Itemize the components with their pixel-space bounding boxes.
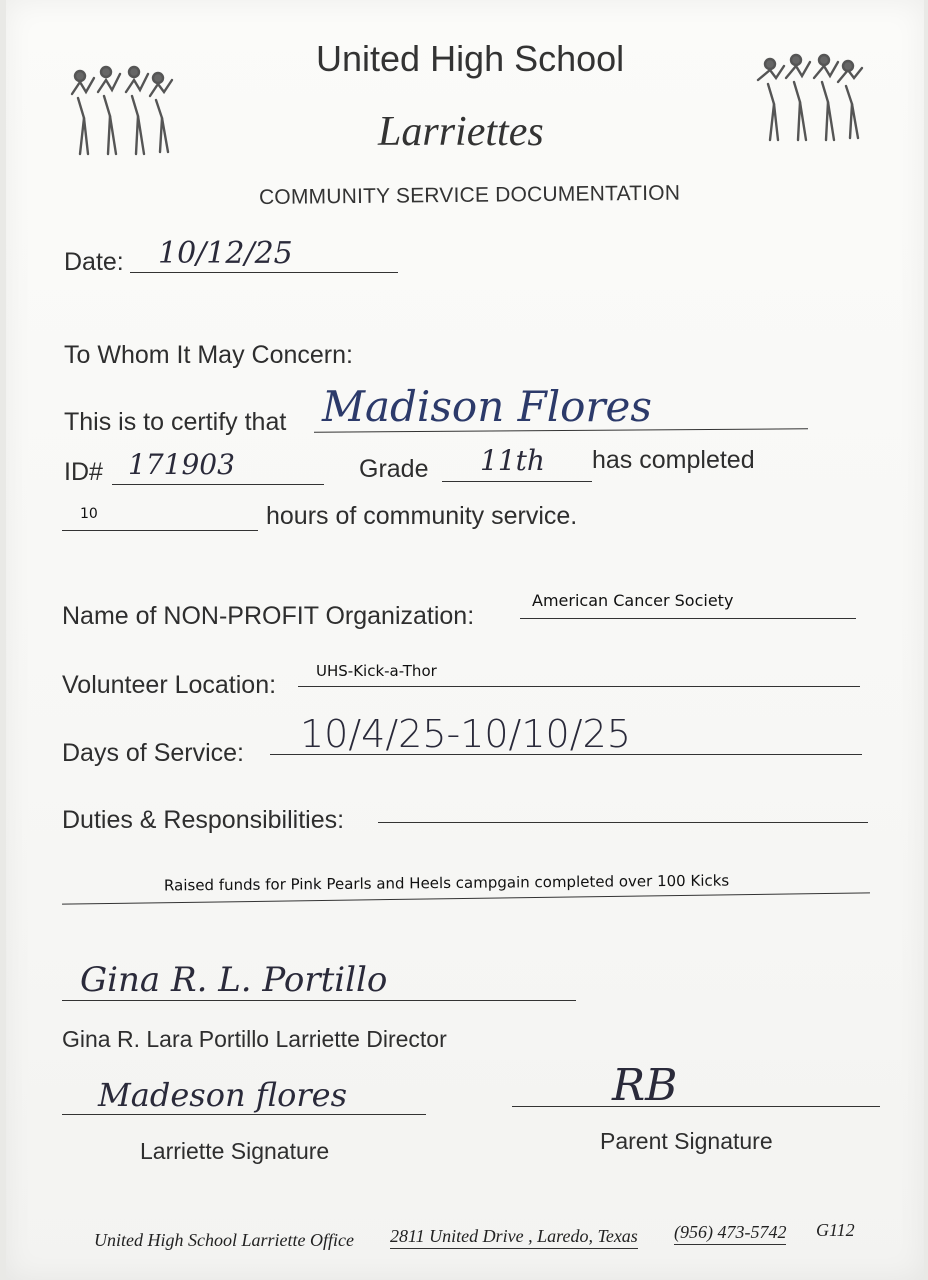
date-line: [130, 272, 398, 273]
days-label: Days of Service:: [62, 739, 245, 767]
director-signature: Gina R. L. Portillo: [80, 960, 388, 1000]
days-line: [270, 754, 862, 755]
parent-signature: RB: [612, 1060, 678, 1111]
organization-label: Name of NON-PROFIT Organization:: [62, 602, 475, 630]
form-title: COMMUNITY SERVICE DOCUMENTATION: [258, 181, 681, 209]
dancing-figures-icon: [64, 58, 176, 162]
organization-line: [520, 618, 856, 619]
dancing-figures-icon: [754, 44, 866, 148]
hours-label: hours of community service.: [266, 502, 578, 530]
organization-value: American Cancer Society: [532, 591, 734, 610]
hours-line: [62, 530, 258, 531]
salutation: To Whom It May Concern:: [64, 341, 353, 369]
location-value: UHS-Kick-a-Thor: [316, 662, 437, 680]
location-label: Volunteer Location:: [62, 671, 277, 699]
footer-phone: (956) 473-5742: [674, 1222, 786, 1245]
grade-label: Grade: [359, 455, 429, 483]
days-value: 10/4/25-10/10/25: [300, 712, 631, 756]
duties-label: Duties & Responsibilities:: [62, 806, 345, 834]
director-signature-line: [62, 1000, 576, 1001]
date-label: Date:: [64, 248, 124, 276]
id-label: ID#: [64, 458, 103, 486]
larriette-signature: Madeson flores: [98, 1076, 347, 1114]
hours-value: 10: [80, 506, 98, 522]
location-line: [298, 686, 860, 687]
student-name: Madison Flores: [322, 382, 652, 431]
director-name: Gina R. Lara Portillo Larriette Director: [62, 1026, 447, 1052]
larriette-signature-line: [62, 1114, 426, 1115]
grade-value: 11th: [480, 444, 545, 477]
school-name: United High School: [316, 38, 625, 79]
footer-address: 2811 United Drive , Laredo, Texas: [390, 1226, 638, 1249]
parent-signature-line: [512, 1106, 880, 1107]
certify-label: This is to certify that: [64, 408, 287, 436]
grade-suffix: has completed: [592, 446, 755, 474]
duties-line-1: [378, 822, 868, 823]
footer-room: G112: [816, 1220, 855, 1240]
team-name: Larriettes: [378, 109, 544, 155]
larriette-signature-label: Larriette Signature: [140, 1138, 330, 1164]
duties-value: Raised funds for Pink Pearls and Heels campgain completed over 100 Kicks: [163, 871, 730, 895]
grade-line: [442, 481, 592, 482]
parent-signature-label: Parent Signature: [600, 1128, 773, 1154]
id-value: 171903: [128, 448, 235, 481]
footer-office: United High School Larriette Office: [94, 1230, 354, 1250]
date-value: 10/12/25: [158, 236, 293, 271]
id-line: [112, 484, 324, 485]
